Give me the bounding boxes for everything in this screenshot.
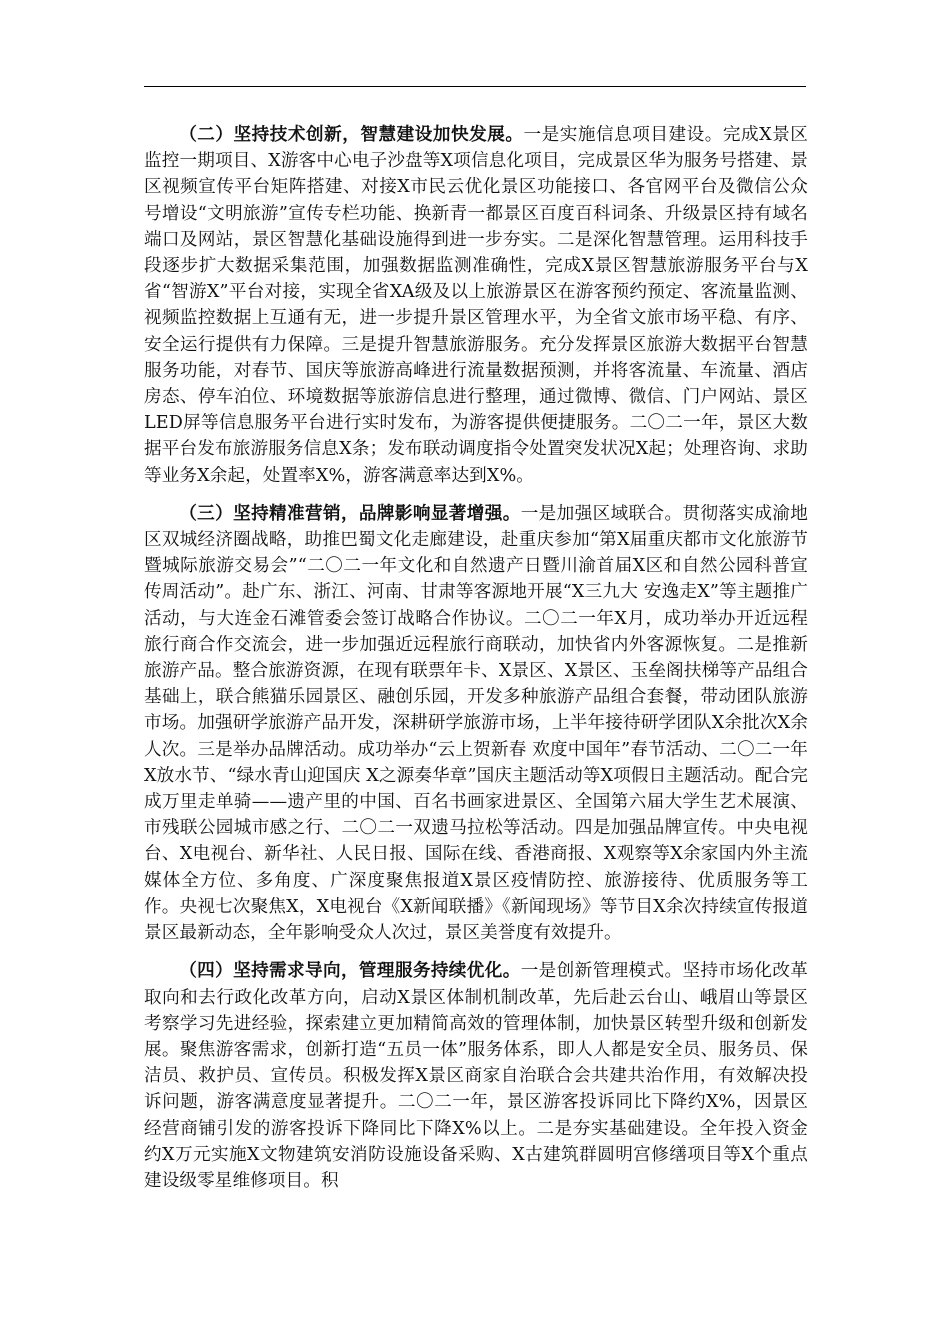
paragraph-demand-oriented bbox=[144, 958, 808, 1194]
paragraph-heading: （四）坚持需求导向，管理服务持续优化。 bbox=[179, 960, 521, 982]
paragraph-body: 一是实施信息项目建设。完成X景区监控一期项目、X游客中心电子沙盘等X项信息化项目，完成景区华为服务号搭建、景区视频宣传平台矩阵搭建、对接X市民云优化景区功能接口、各官网平台及微信公众号增设“文明旅游”宣传专栏功能、换新青一都景区百度百科词条、升级景区持有域名端口及网站，景区智慧化基础设施得到进一步夯实。二是深化智慧管理。运用科技手段逐步扩大数据采集范围，加强数据监测准确性，完成X景区智慧旅游服务平台与X省“智游X”平台对接，实现全省XA级及以上旅游景区在游客预约预定、客流量监测、视频监控数据上互通有无，进一步提升景区管理水平，为全省文旅市场平稳、有序、安全运行提供有力保障。三是提升智慧旅游服务。充分发挥景区旅游大数据平台智慧服务功能，对春节、国庆等旅游高峰进行流量数据预测，并将客流量、车流量、酒店房态、停车泊位、环境数据等旅游信息进行整理，通过微博、微信、门户网站、景区LED屏等信息服务平台进行实时发布，为游客提供便捷服务。二〇二一年，景区大数据平台发布旅游服务信息X条；发布联动调度指令处置突发状况X起；处理咨询、求助等业务X余起，处置率X%，游客满意率达到X%。 bbox=[144, 125, 808, 486]
paragraph-tech-innovation bbox=[144, 122, 808, 489]
header-rule bbox=[144, 86, 806, 87]
paragraph-precision-marketing bbox=[144, 501, 808, 946]
paragraph-body: 一是创新管理模式。坚持市场化改革取向和去行政化改革方向，启动X景区体制机制改革，先后赴云台山、峨眉山等景区考察学习先进经验，探索建立更加精简高效的管理体制，加快景区转型升级和创新发展。聚焦游客需求，创新打造“五员一体”服务体系，即人人都是安全员、服务员、保洁员、救护员、宣传员。积极发挥X景区商家自治联合会共建共治作用，有效解决投诉问题，游客满意度显著提升。二〇二一年，景区游客投诉同比下降约X%，因景区经营商铺引发的游客投诉下降同比下降X%以上。二是夯实基础建设。全年投入资金约X万元实施X文物建筑安消防设施设备采购、X古建筑群圆明宫修缮项目等X个重点建设级零星维修项目。积 bbox=[144, 961, 809, 1191]
document-body bbox=[144, 122, 808, 1206]
paragraph-heading: （三）坚持精准营销，品牌影响显著增强。 bbox=[179, 502, 521, 524]
paragraph-body: 一是加强区域联合。贯彻落实成渝地区双城经济圈战略，助推巴蜀文化走廊建设，赴重庆参加“第X届重庆都市文化旅游节暨城际旅游交易会”“二〇二一年文化和自然遗产日暨川渝首届X区和自然公园科普宣传周活动”。赴广东、浙江、河南、甘肃等客源地开展“X三九大 安逸走X”等主题推广活动，与大连金石滩管委会签订战略合作协议。二〇二一年X月，成功举办开近远程旅行商合作交流会，进一步加强近远程旅行商联动，加快省内外客源恢复。二是推新旅游产品。整合旅游资源，在现有联票年卡、X景区、X景区、玉垒阁扶梯等产品组合基础上，联合熊猫乐园景区、融创乐园，开发多种旅游产品组合套餐，带动团队旅游市场。加强研学旅游产品开发，深耕研学旅游市场，上半年接待研学团队X余批次X余人次。三是举办品牌活动。成功举办“云上贺新春 欢度中国年”春节活动、二〇二一年X放水节、“绿水青山迎国庆 X之源奏华章”国庆主题活动等X项假日主题活动。配合完成万里走单骑——遗产里的中国、百名书画家进景区、全国第六届大学生艺术展演、市残联公园城市感之行、二〇二一双遗马拉松等活动。四是加强品牌宣传。中央电视台、X电视台、新华社、人民日报、国际在线、香港商报、X观察等X余家国内外主流媒体全方位、多角度、广深度聚焦报道X景区疫情防控、旅游接待、优质服务等工作。央视七次聚焦X，X电视台《X新闻联播》《新闻现场》等节目X余次持续宣传报道景区最新动态，全年影响受众人次过，景区美誉度有效提升。 bbox=[144, 503, 809, 944]
paragraph-heading: （二）坚持技术创新，智慧建设加快发展。 bbox=[179, 124, 524, 145]
